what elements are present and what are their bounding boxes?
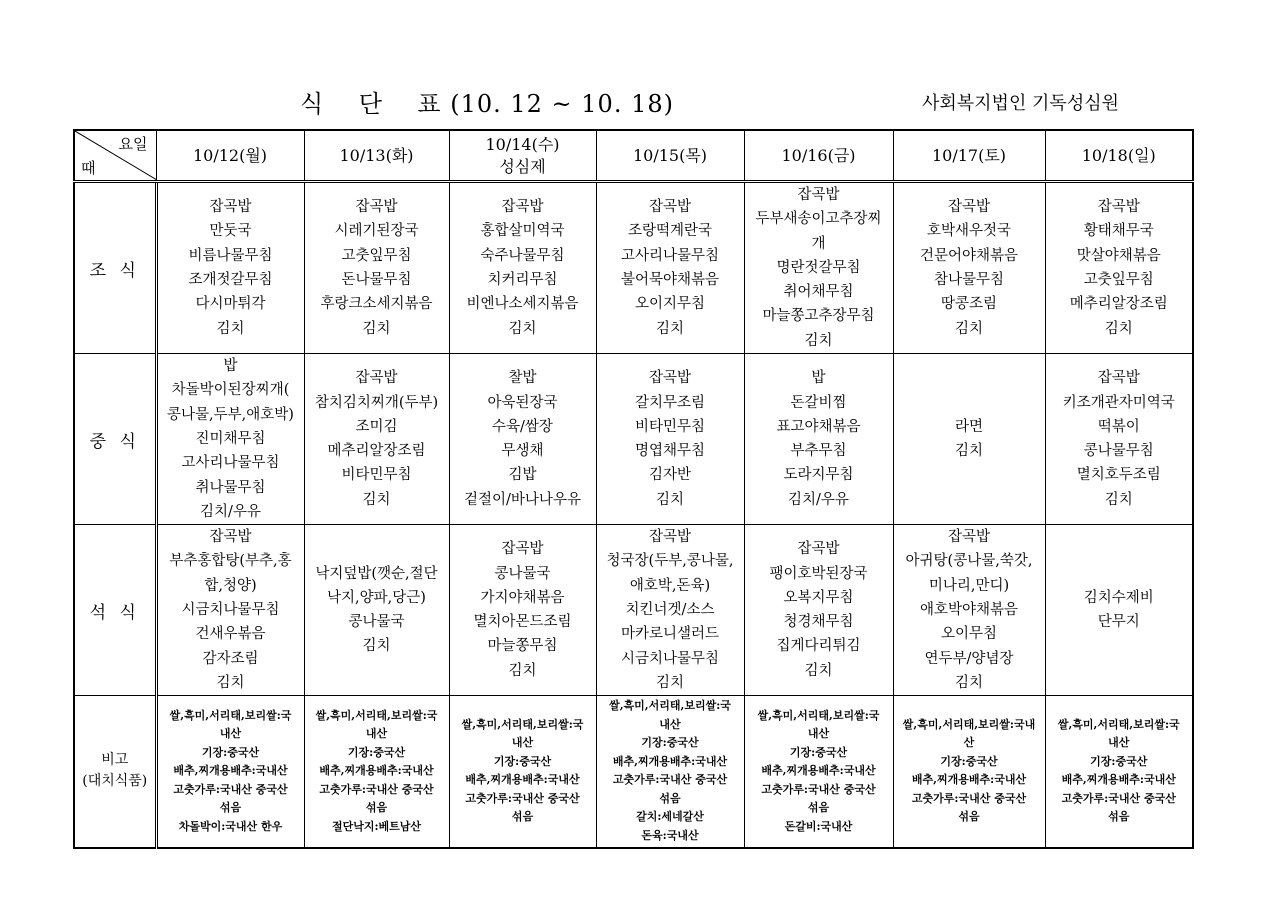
origin-note: 섞음 xyxy=(807,801,830,815)
menu-item: 잡곡밥 xyxy=(797,541,840,558)
menu-item: 건새우볶음 xyxy=(195,626,266,643)
day-header xyxy=(304,130,449,182)
menu-item: 김치 xyxy=(362,638,391,655)
menu-cell xyxy=(893,182,1045,354)
day-header xyxy=(1045,130,1193,182)
page-title: 식 단 표 (10. 12 ~ 10. 18) xyxy=(300,90,674,118)
menu-cell xyxy=(744,525,893,696)
origin-note: 내산 xyxy=(219,727,242,741)
origin-note: 기장:중국산 xyxy=(641,736,699,750)
origin-note: 고춧가루:국내산 중국산 xyxy=(1061,791,1176,805)
menu-item: 돈갈비찜 xyxy=(790,394,847,411)
menu-item: 잡곡밥 xyxy=(355,199,398,216)
day-header xyxy=(596,130,744,182)
origin-note: 배추,찌개용배추:국내산 xyxy=(173,764,288,778)
menu-item: 오이지무침 xyxy=(634,296,706,313)
origin-note: 내산 xyxy=(365,727,388,741)
menu-item: 김밥 xyxy=(508,467,537,484)
menu-item: 김치 xyxy=(655,674,684,691)
menu-item: 단무지 xyxy=(1097,614,1140,631)
menu-item: 진미채무침 xyxy=(195,430,266,447)
menu-item: 조미김 xyxy=(355,418,398,435)
menu-item: 참나물무침 xyxy=(933,272,1005,289)
notes-label-text: (대치식품) xyxy=(82,773,148,790)
menu-item: 시레기된장국 xyxy=(334,223,419,240)
menu-item: 무생채 xyxy=(501,443,544,460)
origin-note: 내산 xyxy=(1108,736,1130,750)
menu-item: 김치 xyxy=(1104,491,1133,508)
menu-cell xyxy=(596,354,744,525)
menu-item: 애호박,돈육) xyxy=(629,577,711,594)
origin-note: 내산 xyxy=(659,717,681,731)
origin-note: 쌀,흑미,서리태,보리쌀:국 xyxy=(609,699,731,713)
menu-item: 잡곡밥 xyxy=(209,199,252,216)
menu-item: 잡곡밥 xyxy=(501,541,544,558)
menu-item: 청국장(두부,콩나물, xyxy=(606,553,734,570)
menu-cell xyxy=(449,525,596,696)
menu-cell xyxy=(893,525,1045,696)
day-header-text: 10/16(금) xyxy=(781,145,856,165)
menu-item: 부추무침 xyxy=(790,443,847,460)
origin-note: 배추,찌개용배추:국내산 xyxy=(465,773,580,787)
menu-item: 김자반 xyxy=(648,467,692,484)
menu-item: 잡곡밥 xyxy=(648,199,692,216)
menu-item: 합,청양) xyxy=(204,577,257,594)
menu-cell xyxy=(1045,354,1193,525)
menu-item: 잡곡밥 xyxy=(648,529,692,546)
day-header-text: 10/14(수) xyxy=(485,134,560,154)
origin-note: 고춧가루:국내산 중국산 xyxy=(911,791,1027,805)
organization-name: 사회복지법인 기독성심원 xyxy=(922,93,1119,114)
origin-note: 고춧가루:국내산 중국산 xyxy=(612,773,728,787)
origin-note: 절단낙지:베트남산 xyxy=(331,819,422,833)
menu-item: 아귀탕(콩나물,쑥갓, xyxy=(905,553,1033,570)
menu-item: 김치 xyxy=(655,320,684,337)
origin-note: 쌀,흑미,서리태,보리쌀:국 xyxy=(757,708,880,722)
origin-note: 산 xyxy=(963,736,975,750)
menu-item: 조랑떡계란국 xyxy=(627,223,713,240)
menu-cell xyxy=(304,354,449,525)
menu-item: 수육/쌈장 xyxy=(492,418,553,435)
menu-item: 고사리나물무침 xyxy=(620,247,720,264)
menu-item: 도라지무침 xyxy=(783,467,854,484)
menu-cell xyxy=(596,182,744,354)
origin-note: 배추,찌개용배추:국내산 xyxy=(612,754,728,768)
menu-item: 밥 xyxy=(223,358,238,375)
menu-cell xyxy=(156,354,304,525)
origin-note-cell xyxy=(304,696,449,848)
menu-item: 아욱된장국 xyxy=(487,394,558,411)
origin-note: 기장:중국산 xyxy=(201,745,260,759)
origin-note-cell xyxy=(1045,696,1193,848)
menu-item: 김치 xyxy=(804,332,833,349)
menu-item: 멸치호두조림 xyxy=(1076,467,1161,484)
menu-item: 잡곡밥 xyxy=(1097,370,1140,387)
origin-note: 기장:중국산 xyxy=(940,754,998,768)
menu-item: 시금치나물무침 xyxy=(620,650,720,667)
menu-item: 후랑크소세지볶음 xyxy=(320,296,433,313)
day-header xyxy=(744,130,893,182)
menu-cell xyxy=(744,354,893,525)
menu-cell xyxy=(1045,525,1193,696)
menu-item: 찰밥 xyxy=(508,370,537,387)
menu-item: 땅콩조림 xyxy=(940,296,998,313)
menu-item: 마늘쫑무침 xyxy=(487,638,558,655)
menu-item: 마카로니샐러드 xyxy=(620,626,720,643)
day-header-text: 10/17(토) xyxy=(931,145,1007,165)
menu-item: 낙지덮밥(깻순,절단 xyxy=(315,565,438,582)
menu-item: 잡곡밥 xyxy=(947,199,991,216)
menu-item: 잡곡밥 xyxy=(209,529,252,546)
origin-note: 내산 xyxy=(511,736,534,750)
origin-note-cell xyxy=(449,696,596,848)
menu-item: 라면 xyxy=(954,418,983,435)
menu-item: 고춧잎무침 xyxy=(341,247,412,264)
origin-note: 섞음 xyxy=(659,791,681,805)
origin-note: 섞음 xyxy=(219,801,242,815)
menu-item: 숙주나물무침 xyxy=(480,247,565,264)
menu-item: 갈치무조림 xyxy=(634,394,706,411)
menu-item: 김치 xyxy=(1104,320,1133,337)
day-header xyxy=(893,130,1045,182)
menu-item: 잡곡밥 xyxy=(501,199,544,216)
origin-note: 배추,찌개용배추:국내산 xyxy=(319,764,434,778)
menu-cell xyxy=(1045,182,1193,354)
menu-item: 두부새송이고추장찌 xyxy=(755,211,882,228)
menu-item: 차돌박이된장찌개( xyxy=(171,382,290,399)
corner-cell xyxy=(74,130,156,182)
day-header-text: 성심제 xyxy=(499,156,546,176)
menu-item: 건문어야채볶음 xyxy=(919,247,1019,264)
origin-note: 쌀,흑미,서리태,보리쌀:국 xyxy=(315,708,438,722)
corner-time-label: 때 xyxy=(81,159,96,177)
menu-item: 콩나물무침 xyxy=(1083,443,1154,460)
notes-row xyxy=(74,696,1193,848)
menu-item: 잡곡밥 xyxy=(1097,199,1140,216)
menu-item: 팽이호박된장국 xyxy=(769,565,868,582)
day-header-text: 10/18(일) xyxy=(1081,145,1156,165)
menu-item: 고춧잎무침 xyxy=(1083,272,1154,289)
menu-cell xyxy=(893,354,1045,525)
origin-note: 고춧가루:국내산 중국산 xyxy=(173,782,288,796)
origin-note: 돈갈비:국내산 xyxy=(784,819,853,833)
day-header-text: 10/13(화) xyxy=(339,145,414,165)
menu-item: 부추홍합탕(부추,홍 xyxy=(169,553,292,570)
menu-item: 가지야채볶음 xyxy=(480,589,565,606)
menu-item: 낙지,양파,당근) xyxy=(327,589,426,606)
menu-item: 청경채무침 xyxy=(783,614,854,631)
day-header xyxy=(156,130,304,182)
menu-item: 비타민무침 xyxy=(341,467,412,484)
menu-item: 김치 xyxy=(954,320,983,337)
menu-item: 비름나물무침 xyxy=(188,247,273,264)
day-header xyxy=(449,130,596,182)
origin-note-cell xyxy=(156,696,304,848)
header-row xyxy=(74,130,1193,182)
menu-cell xyxy=(449,182,596,354)
menu-item: 황태채무국 xyxy=(1083,223,1154,240)
origin-note: 배추,찌개용배추:국내산 xyxy=(761,764,876,778)
menu-item: 참치김치찌개(두부) xyxy=(314,394,439,411)
origin-note: 고춧가루:국내산 중국산 xyxy=(761,782,876,796)
origin-note: 돈육:국내산 xyxy=(641,828,699,842)
menu-item: 멸치아몬드조림 xyxy=(473,614,572,631)
menu-item: 김치 xyxy=(508,320,537,337)
menu-cell xyxy=(304,182,449,354)
origin-note: 고춧가루:국내산 중국산 xyxy=(319,782,434,796)
menu-table xyxy=(73,129,1194,849)
menu-item: 치킨너겟/소스 xyxy=(625,602,715,619)
notes-label-text: 비고 xyxy=(101,752,129,769)
menu-item: 취어채무침 xyxy=(783,284,854,301)
menu-item: 김치 xyxy=(804,662,833,679)
menu-item: 홍합살미역국 xyxy=(480,223,565,240)
menu-item: 김치/우유 xyxy=(788,491,849,508)
menu-item: 시금치나물무침 xyxy=(181,602,280,619)
origin-note-cell xyxy=(596,696,744,848)
meal-row xyxy=(74,354,1193,525)
menu-item: 미나리,만디) xyxy=(928,577,1010,594)
origin-note: 쌀,흑미,서리태,보리쌀:국 xyxy=(1057,717,1180,731)
corner-day-label: 요일 xyxy=(118,135,148,153)
menu-item: 명엽채무침 xyxy=(634,443,706,460)
menu-item: 김치 xyxy=(216,320,245,337)
menu-item: 김치 xyxy=(508,662,537,679)
menu-item: 감자조림 xyxy=(202,650,259,667)
menu-cell xyxy=(156,182,304,354)
menu-item: 마늘쫑고추장무침 xyxy=(762,308,875,325)
meal-label: 중 식 xyxy=(74,354,156,525)
origin-note: 쌀,흑미,서리태,보리쌀:국내 xyxy=(902,717,1036,731)
menu-item: 애호박야채볶음 xyxy=(919,602,1019,619)
origin-note: 갈치:세네갈산 xyxy=(636,810,704,824)
origin-note: 내산 xyxy=(807,727,830,741)
menu-item: 명란젓갈무침 xyxy=(776,259,861,276)
menu-item: 콩나물국 xyxy=(494,565,551,582)
menu-item: 키조개관자미역국 xyxy=(1062,394,1175,411)
meal-row xyxy=(74,525,1193,696)
menu-cell xyxy=(596,525,744,696)
menu-item: 메추리알장조림 xyxy=(1069,296,1168,313)
menu-item: 김치 xyxy=(954,674,983,691)
menu-cell xyxy=(744,182,893,354)
origin-note: 섞음 xyxy=(365,801,388,815)
origin-note: 차돌박이:국내산 한우 xyxy=(178,819,283,833)
meal-row xyxy=(74,182,1193,354)
origin-note: 섞음 xyxy=(1108,810,1130,824)
origin-note: 기장:중국산 xyxy=(1090,754,1148,768)
menu-item: 김치 xyxy=(216,674,245,691)
origin-note: 쌀,흑미,서리태,보리쌀:국 xyxy=(461,717,584,731)
menu-item: 오이무침 xyxy=(940,626,998,643)
menu-item: 김치 xyxy=(954,443,983,460)
menu-item: 메추리알장조림 xyxy=(327,443,426,460)
menu-item: 불어묵야채볶음 xyxy=(620,272,720,289)
menu-item: 오복지무침 xyxy=(783,589,854,606)
day-header-text: 10/12(월) xyxy=(192,145,268,165)
menu-item: 표고야채볶음 xyxy=(776,418,861,435)
menu-item: 잡곡밥 xyxy=(648,370,692,387)
menu-item: 치커리무침 xyxy=(487,272,558,289)
menu-item: 호박새우젓국 xyxy=(926,223,1012,240)
menu-cell xyxy=(156,525,304,696)
menu-item: 콩나물,두부,애호박) xyxy=(167,406,294,423)
origin-note: 배추,찌개용배추:국내산 xyxy=(1061,773,1176,787)
menu-item: 밥 xyxy=(811,370,826,387)
origin-note: 섞음 xyxy=(958,810,980,824)
menu-item: 집게다리튀김 xyxy=(776,638,861,655)
menu-item: 김치/우유 xyxy=(200,503,261,520)
menu-item: 김치 xyxy=(655,491,684,508)
menu-item: 만둣국 xyxy=(209,223,252,240)
menu-item: 취나물무침 xyxy=(195,479,266,496)
menu-item: 돈나물무침 xyxy=(341,272,412,289)
menu-item: 비엔나소세지볶음 xyxy=(466,296,579,313)
meal-label: 조 식 xyxy=(74,182,156,354)
menu-item: 잡곡밥 xyxy=(947,529,991,546)
menu-item: 김치 xyxy=(362,320,391,337)
menu-item: 떡볶이 xyxy=(1097,418,1140,435)
origin-note: 배추,찌개용배추:국내산 xyxy=(911,773,1027,787)
origin-note: 기장:중국산 xyxy=(493,754,552,768)
origin-note-cell xyxy=(893,696,1045,848)
origin-note: 기장:중국산 xyxy=(789,745,848,759)
menu-item: 잡곡밥 xyxy=(355,370,398,387)
menu-item: 맛살야채볶음 xyxy=(1076,247,1161,264)
menu-item: 조개젓갈무침 xyxy=(188,272,273,289)
menu-item: 비타민무침 xyxy=(634,418,706,435)
menu-item: 고사리나물무침 xyxy=(181,455,280,472)
origin-note: 기장:중국산 xyxy=(347,745,406,759)
menu-item: 연두부/양념장 xyxy=(924,650,1014,667)
origin-note: 쌀,흑미,서리태,보리쌀:국 xyxy=(169,708,292,722)
notes-label xyxy=(74,696,156,848)
menu-item: 개 xyxy=(811,235,826,252)
origin-note-cell xyxy=(744,696,893,848)
menu-item: 다시마튀각 xyxy=(195,296,266,313)
origin-note: 고춧가루:국내산 중국산 xyxy=(465,791,580,805)
menu-item: 잡곡밥 xyxy=(797,187,840,203)
menu-item: 콩나물국 xyxy=(348,614,405,631)
menu-cell xyxy=(449,354,596,525)
meal-label: 석 식 xyxy=(74,525,156,696)
day-header-text: 10/15(목) xyxy=(632,145,708,165)
origin-note: 섞음 xyxy=(511,810,534,824)
menu-cell xyxy=(304,525,449,696)
menu-item: 김치수제비 xyxy=(1083,589,1154,606)
menu-item: 겉절이/바나나우유 xyxy=(464,491,581,508)
menu-item: 김치 xyxy=(362,491,391,508)
